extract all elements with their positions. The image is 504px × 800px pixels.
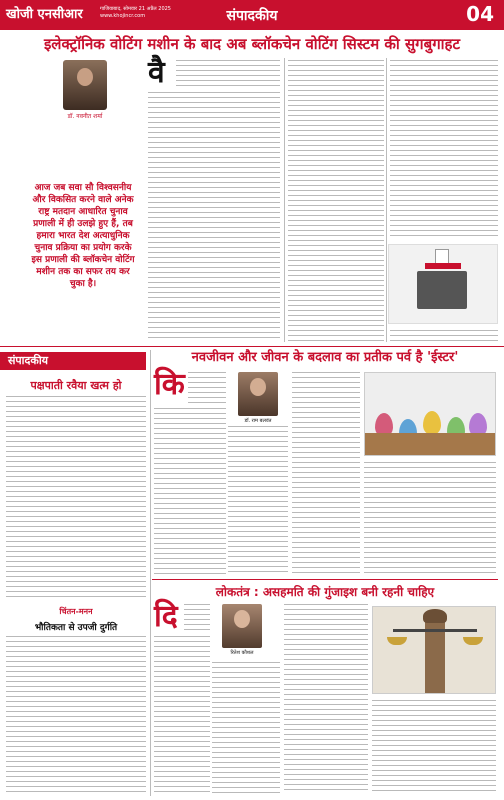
scale-beam-shape xyxy=(393,629,477,632)
loktantra-column-1a xyxy=(184,602,210,632)
drop-cap: दि xyxy=(154,599,178,634)
editorial-body xyxy=(6,394,146,600)
loktantra-author-name: रितेश कौशल xyxy=(230,650,254,656)
easter-headline: नवजीवन और जीवन के बदलाव का प्रतीक पर्व है 'ईस्टर' xyxy=(191,350,459,365)
drop-cap: वै xyxy=(148,55,165,90)
easter-eggs-image xyxy=(364,372,496,456)
author-block xyxy=(30,60,140,120)
easter-author-photo xyxy=(238,372,278,416)
loktantra-column-1 xyxy=(154,634,210,794)
loktantra-column-2 xyxy=(212,660,280,794)
column-divider xyxy=(284,58,285,342)
loktantra-column-4 xyxy=(372,698,496,794)
section-title: संपादकीय xyxy=(226,8,278,24)
pull-quote: आज जब सवा सौ विश्वसनीय और विकसित करने वाले अनेक राष्ट्र मतदान आधारित चुनाव प्रणाली में ही उलझे हुए हैं, तब हमारा भारत देश अत्याधुनिक चुनाव प्रक्रिया का प्रयोग करके इस प्रणाली की ब्लॉकचेन वोटिंग मशीन तक का सफर तय कर चुका है। xyxy=(31,183,135,289)
opinion-section-bar: संपादकीय xyxy=(0,352,146,370)
easter-column-4 xyxy=(364,460,496,576)
chintan-body xyxy=(6,634,146,794)
ballot-box-shape xyxy=(417,271,467,309)
scale-pan-shape xyxy=(463,637,483,645)
easter-author-name: डॉ. राम बलवंत xyxy=(244,418,272,424)
statue-body-shape xyxy=(425,615,445,694)
ballot-box-image xyxy=(388,244,498,324)
article-column-1 xyxy=(176,58,280,88)
editorial-title: पक्षपाती रवैया खत्म हो xyxy=(30,379,122,392)
author-name: डॉ. नवनीत शर्मा xyxy=(67,113,103,120)
loktantra-author-photo xyxy=(222,604,262,648)
article-column-3 xyxy=(390,58,498,240)
ballot-slot-shape xyxy=(425,263,461,269)
paper-name: खोजी एनसीआर xyxy=(6,7,83,22)
date-line-1: गाजियाबाद, सोमवार 21 अप्रैल 2025 xyxy=(100,6,171,12)
chintan-title: भौतिकता से उपजी दुर्गति xyxy=(34,623,118,633)
loktantra-author-block xyxy=(212,604,272,656)
article-column-2 xyxy=(288,58,384,342)
date-line-2: www.khojincr.com xyxy=(100,13,146,19)
article-column-3b xyxy=(390,328,498,342)
masthead xyxy=(0,0,504,30)
loktantra-column-3 xyxy=(284,602,368,794)
column-divider xyxy=(150,350,151,796)
easter-column-1 xyxy=(154,406,226,576)
scale-pan-shape xyxy=(387,637,407,645)
main-headline: इलेक्ट्रॉनिक वोटिंग मशीन के बाद अब ब्लॉकचेन वोटिंग सिस्टम की सुगबुगाहट xyxy=(43,35,461,53)
statue-head-shape xyxy=(423,609,447,623)
egg-shape xyxy=(423,411,441,435)
justice-statue-image xyxy=(372,606,496,694)
column-divider xyxy=(386,58,387,342)
easter-column-3 xyxy=(292,370,360,576)
chintan-label: चिंतन-मनन xyxy=(59,607,93,616)
drop-cap: कि xyxy=(154,367,185,402)
page-number: 04 xyxy=(466,2,494,26)
easter-author-block xyxy=(228,372,288,424)
easter-column-1a xyxy=(188,370,226,404)
author-photo xyxy=(63,60,107,110)
section-divider xyxy=(152,579,498,580)
basket-shape xyxy=(365,433,496,456)
loktantra-headline: लोकतंत्र : असहमति की गुंजाइश बनी रहनी चाहिए xyxy=(215,585,435,599)
article-column-1b xyxy=(148,90,280,342)
easter-column-2 xyxy=(228,424,288,576)
